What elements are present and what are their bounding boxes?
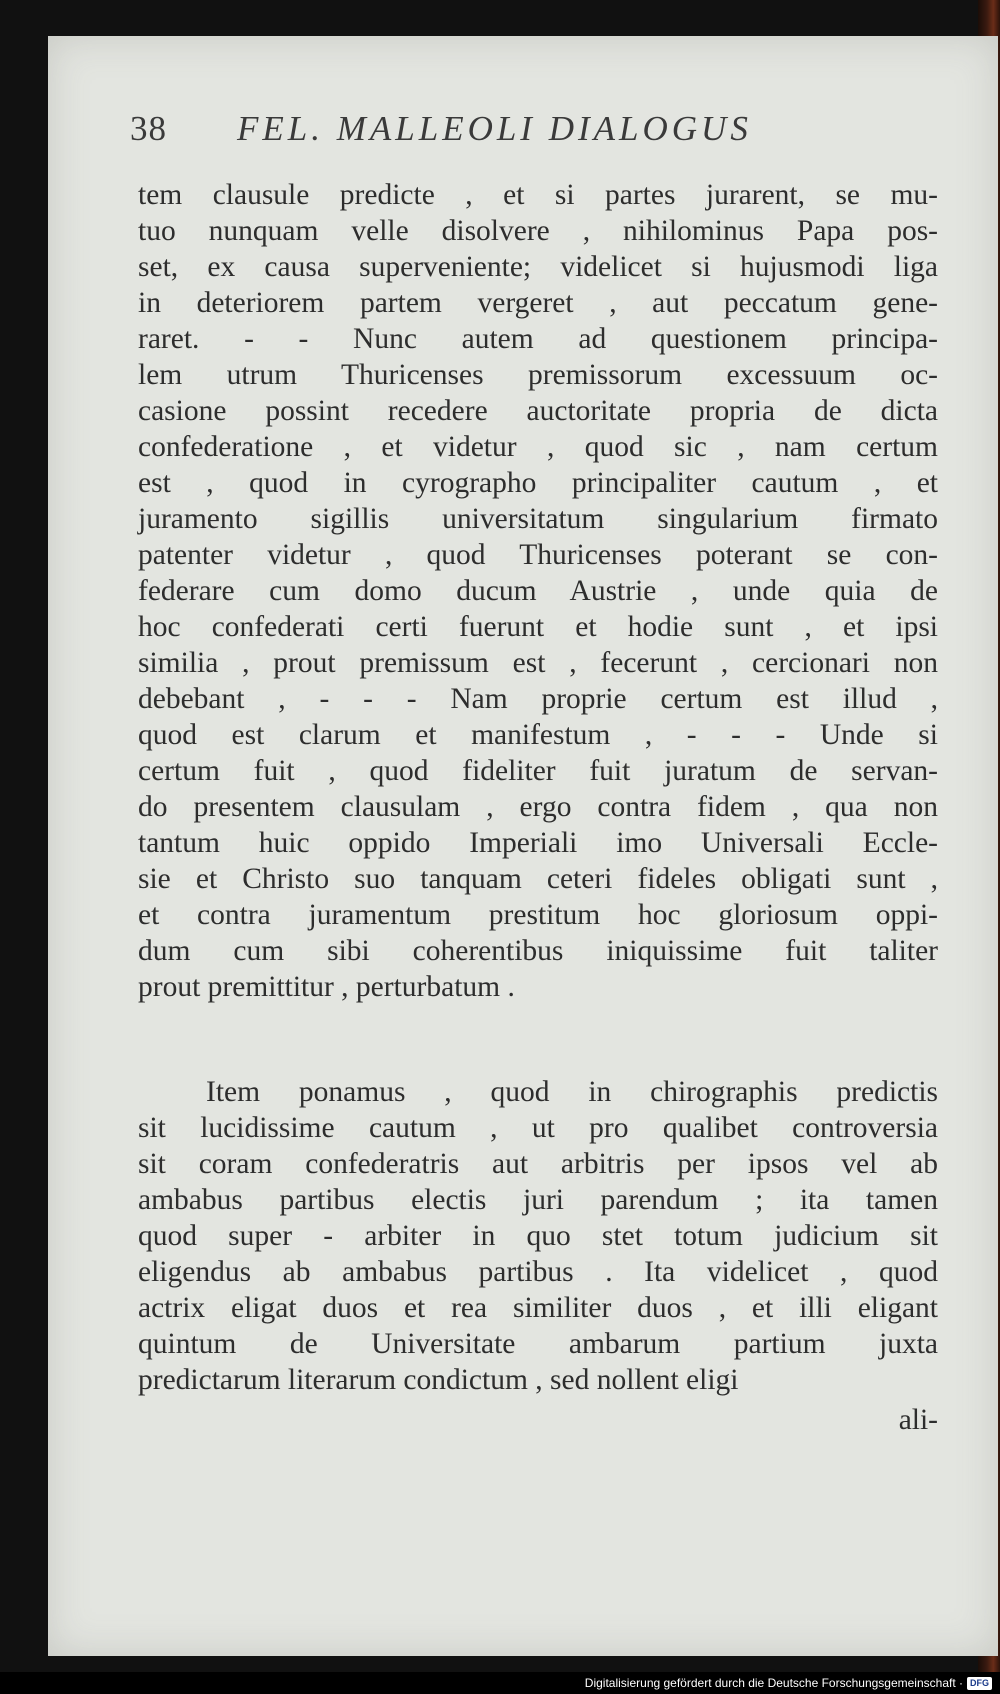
text-line: predictarum literarum condictum , sed nollent eligi <box>138 1364 739 1396</box>
text-line: quod est clarum et manifestum , - - - Unde si <box>138 719 938 751</box>
text-line: tantum huic oppido Imperiali imo Universali Eccle- <box>138 827 938 859</box>
dfg-logo: DFG <box>967 1677 992 1690</box>
text-line: similia , prout premissum est , fecerunt , cercionari non <box>138 647 938 679</box>
text-line: est , quod in cyrographo principaliter cautum , et <box>138 467 938 499</box>
text-line: sit coram confederatris aut arbitris per ipsos vel ab <box>138 1148 938 1180</box>
text-line: debebant , - - - Nam proprie certum est illud , <box>138 683 938 715</box>
text-line: juramento sigillis universitatum singularium firmato <box>138 503 938 535</box>
running-title: FEL. MALLEOLI DIALOGUS <box>237 109 752 148</box>
text-line: prout premittitur , perturbatum . <box>138 971 515 1003</box>
text-line: actrix eligat duos et rea similiter duos , et illi eligant <box>138 1292 938 1324</box>
paragraph-1 <box>138 177 938 1005</box>
text-line: hoc confederati certi fuerunt et hodie sunt , et ipsi <box>138 611 938 643</box>
text-line: raret. - - Nunc autem ad questionem principa- <box>138 323 938 355</box>
text-line: quod super - arbiter in quo stet totum judicium sit <box>138 1220 938 1252</box>
text-line: lem utrum Thuricenses premissorum excessuum oc- <box>138 359 938 391</box>
text-line: eligendus ab ambabus partibus . Ita videlicet , quod <box>138 1256 938 1288</box>
footer-credit <box>585 1674 992 1692</box>
page-number: 38 <box>130 109 167 148</box>
paragraph-2 <box>138 1074 938 1398</box>
text-line: casione possint recedere auctoritate propria de dicta <box>138 395 938 427</box>
text-line: tem clausule predicte , et si partes jurarent, se mu- <box>138 179 938 211</box>
text-line: sie et Christo suo tanquam ceteri fideles obligati sunt , <box>138 863 938 895</box>
text-line: dum cum sibi coherentibus iniquissime fuit taliter <box>138 935 938 967</box>
text-line: patenter videtur , quod Thuricenses poterant se con- <box>138 539 938 571</box>
text-line: certum fuit , quod fideliter fuit juratum de servan- <box>138 755 938 787</box>
text-line: et contra juramentum prestitum hoc gloriosum oppi- <box>138 899 938 931</box>
text-line: do presentem clausulam , ergo contra fidem , qua non <box>138 791 938 823</box>
text-line: ambabus partibus electis juri parendum ; ita tamen <box>138 1184 938 1216</box>
text-line: quintum de Universitate ambarum partium juxta <box>138 1328 938 1360</box>
text-line: confederatione , et videtur , quod sic , nam certum <box>138 431 938 463</box>
text-line: sit lucidissime cautum , ut pro qualibet controversia <box>138 1112 938 1144</box>
text-line: set, ex causa superveniente; videlicet si hujusmodi liga <box>138 251 938 283</box>
text-line: in deteriorem partem vergeret , aut peccatum gene- <box>138 287 938 319</box>
footer-credit-text: Digitalisierung gefördert durch die Deutsche Forschungsgemeinschaft · <box>584 1676 963 1690</box>
page-header <box>130 104 830 154</box>
text-line: federare cum domo ducum Austrie , unde quia de <box>138 575 938 607</box>
catchword: ali- <box>898 1404 938 1436</box>
text-line: Item ponamus , quod in chirographis predictis <box>206 1076 938 1108</box>
text-line: tuo nunquam velle disolvere , nihilominus Papa pos- <box>138 215 938 247</box>
